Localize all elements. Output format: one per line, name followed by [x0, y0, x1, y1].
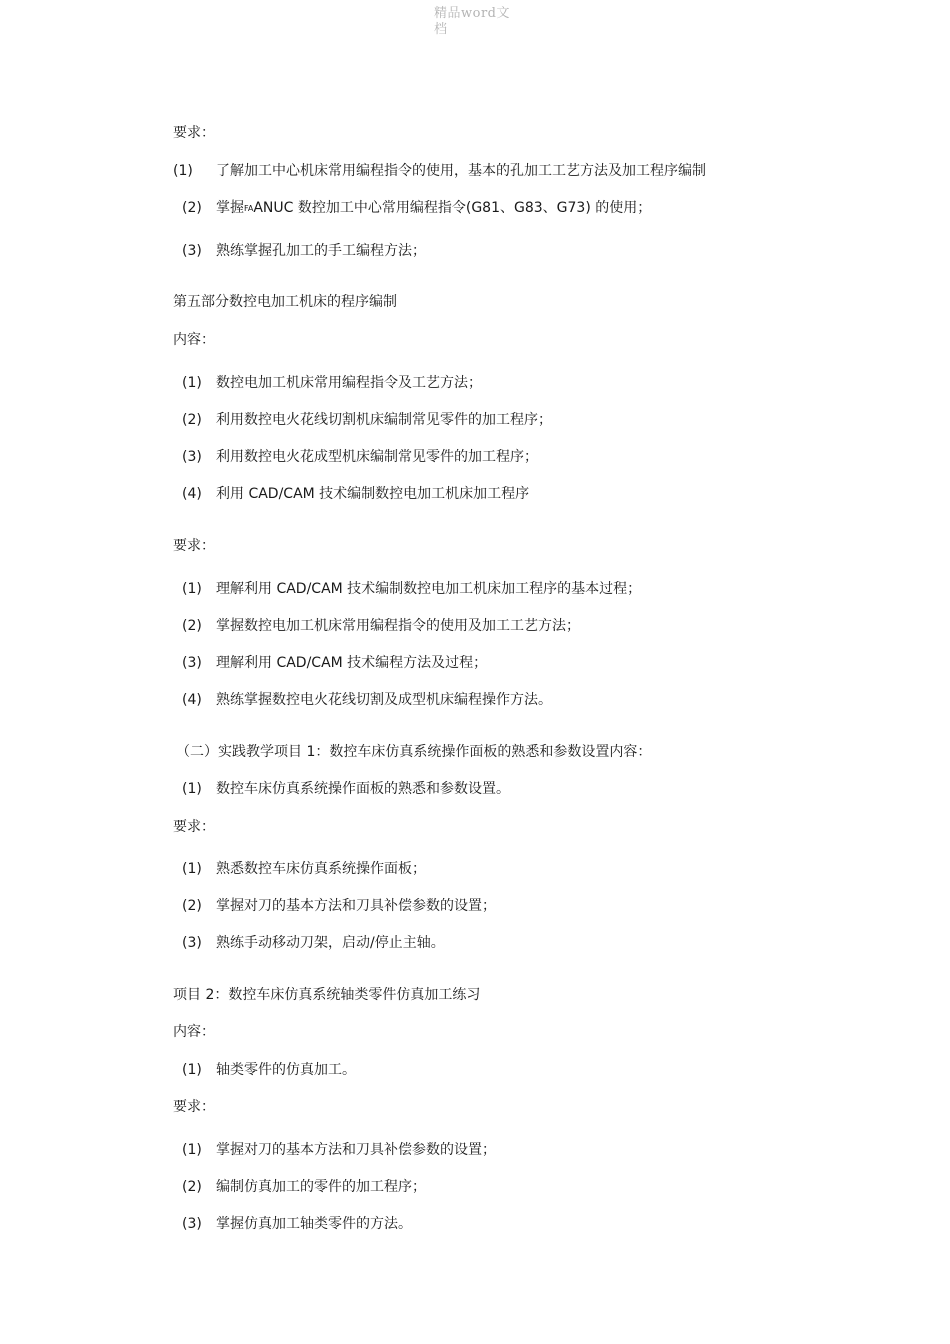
list-item-number: (4) — [182, 692, 202, 708]
content-label: 内容： — [173, 332, 215, 348]
list-item-text — [216, 199, 651, 218]
list-item-number: (1) — [182, 1062, 202, 1078]
list-item-number: (3) — [182, 655, 202, 671]
requirements-label: 要求： — [173, 538, 215, 554]
list-item-text: 利用数控电火花线切割机床编制常见零件的加工程序； — [216, 412, 552, 428]
list-item-text: 熟悉数控车床仿真系统操作面板； — [216, 861, 426, 877]
list-item-number: (2) — [182, 1179, 202, 1195]
list-item-number: (2) — [182, 200, 202, 216]
watermark-line-2: 档 — [434, 22, 448, 37]
requirements-label: 要求： — [173, 819, 215, 835]
section-heading: 项目 2：数控车床仿真系统轴类零件仿真加工练习 — [173, 987, 481, 1003]
list-item-number: (2) — [182, 412, 202, 428]
list-item-number: (3) — [182, 243, 202, 259]
list-item-text: 熟练手动移动刀架，启动/停止主轴。 — [216, 935, 445, 951]
list-item-text-small: FA — [244, 204, 254, 213]
watermark — [434, 6, 524, 38]
list-item-number: (2) — [182, 898, 202, 914]
list-item-text: 掌握仿真加工轴类零件的方法。 — [216, 1216, 412, 1232]
list-item-number: (1) — [182, 861, 202, 877]
list-item-number: (1) — [182, 1142, 202, 1158]
list-item-text: 轴类零件的仿真加工。 — [216, 1062, 356, 1078]
list-item-text: 数控车床仿真系统操作面板的熟悉和参数设置。 — [216, 781, 510, 797]
content-label: 内容： — [173, 1024, 215, 1040]
section-heading: （二）实践教学项目 1：数控车床仿真系统操作面板的熟悉和参数设置内容： — [176, 744, 652, 760]
list-item-text: 熟练掌握数控电火花线切割及成型机床编程操作方法。 — [216, 692, 552, 708]
list-item-text: 理解利用 CAD/CAM 技术编制数控电加工机床加工程序的基本过程； — [216, 581, 642, 597]
section-heading: 第五部分数控电加工机床的程序编制 — [173, 294, 397, 310]
list-item-number: (4) — [182, 486, 202, 502]
list-item-number: (1) — [182, 581, 202, 597]
list-item-number: (1) — [182, 375, 202, 391]
list-item-text: 了解加工中心机床常用编程指令的使用，基本的孔加工工艺方法及加工程序编制 — [216, 163, 706, 179]
list-item-text: 编制仿真加工的零件的加工程序； — [216, 1179, 426, 1195]
list-item-text: 利用数控电火花成型机床编制常见零件的加工程序； — [216, 449, 538, 465]
list-item-text: 掌握对刀的基本方法和刀具补偿参数的设置； — [216, 898, 496, 914]
list-item-text-post: ANUC 数控加工中心常用编程指令(G81、G83、G73) 的使用； — [253, 200, 652, 216]
requirements-label: 要求： — [173, 125, 215, 141]
list-item-text: 熟练掌握孔加工的手工编程方法； — [216, 243, 426, 259]
watermark-line-1: 精品word文 — [434, 6, 510, 21]
list-item-text: 掌握对刀的基本方法和刀具补偿参数的设置； — [216, 1142, 496, 1158]
requirements-label: 要求： — [173, 1099, 215, 1115]
list-item-text: 掌握数控电加工机床常用编程指令的使用及加工工艺方法； — [216, 618, 580, 634]
list-item-number: (3) — [182, 1216, 202, 1232]
list-item-number: (1) — [182, 781, 202, 797]
list-item-number: (3) — [182, 449, 202, 465]
list-item-number: (2) — [182, 618, 202, 634]
list-item-text-pre: 掌握 — [216, 200, 244, 216]
list-item-text: 数控电加工机床常用编程指令及工艺方法； — [216, 375, 482, 391]
list-item-number: (1) — [173, 163, 193, 179]
list-item-text: 利用 CAD/CAM 技术编制数控电加工机床加工程序 — [216, 486, 530, 502]
list-item-number: (3) — [182, 935, 202, 951]
list-item-text: 理解利用 CAD/CAM 技术编程方法及过程； — [216, 655, 488, 671]
